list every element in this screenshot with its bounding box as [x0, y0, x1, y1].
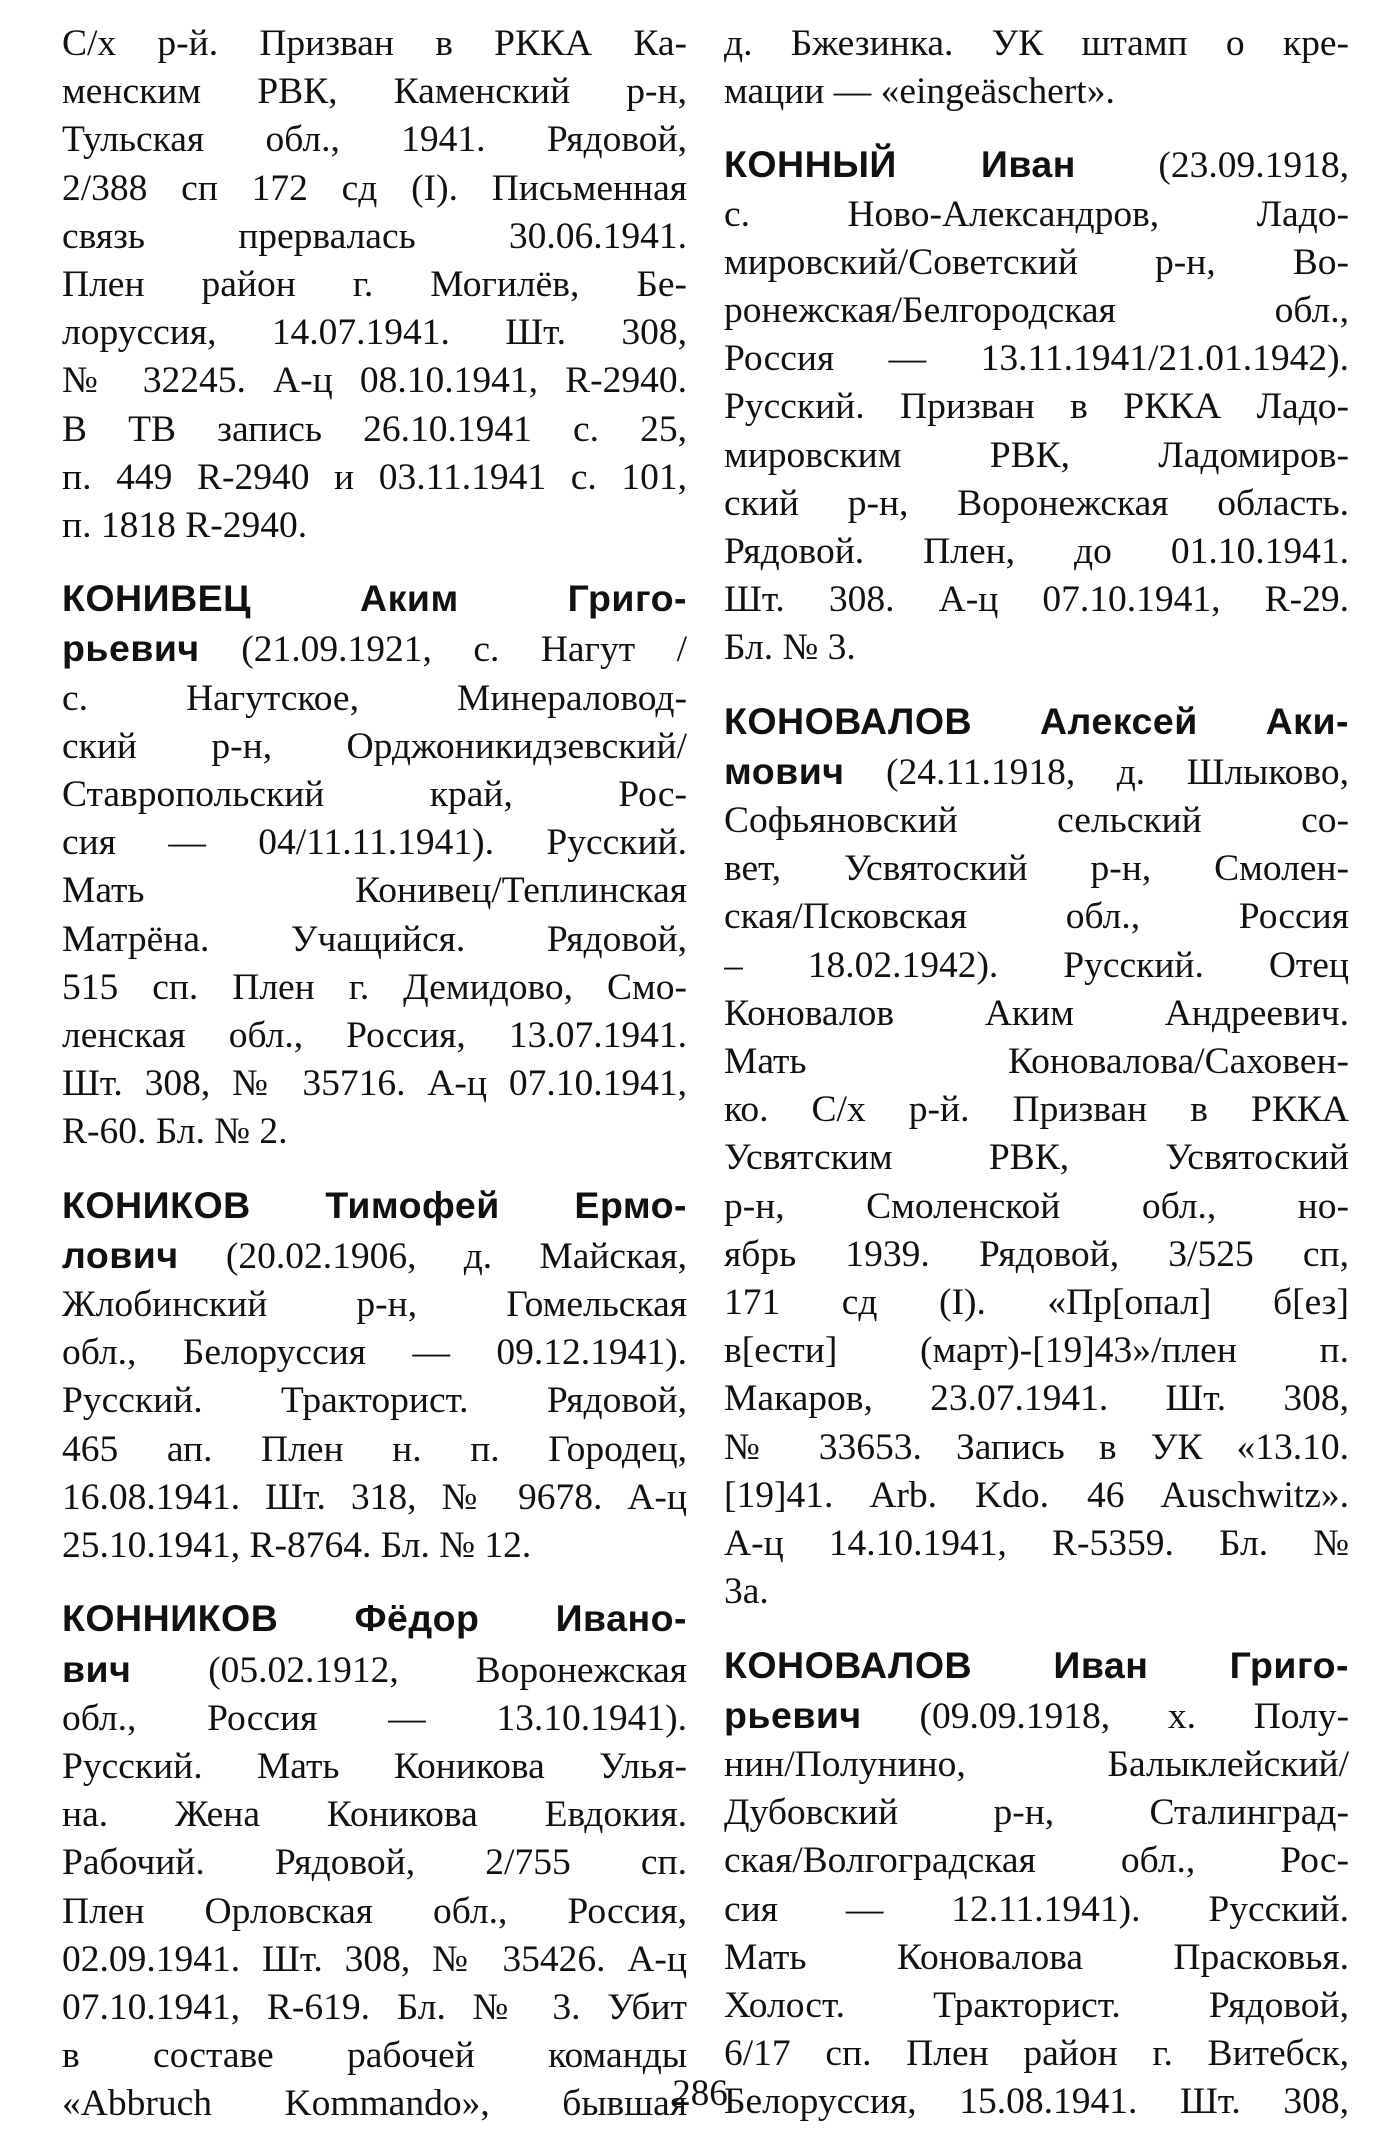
- text-line: 07.10.1941, R-619. Бл. № 3. Убит: [62, 1986, 687, 2028]
- text-line: [62, 1231, 687, 1281]
- text-line: 465 ап. Плен н. п. Городец,: [62, 1428, 687, 1470]
- text-line: мации — «eingeäschert».: [724, 71, 1115, 113]
- text-line: сия — 12.11.1941). Русский.: [724, 1888, 1349, 1930]
- text-line: [62, 1645, 687, 1695]
- text-line: Рядовой. Плен, до 01.10.1941.: [724, 531, 1349, 573]
- text-line: ский р-н, Орджоникидзевский/: [62, 725, 687, 767]
- text-line: Ставропольский край, Рос-: [62, 774, 687, 816]
- right-column: [724, 20, 1349, 2151]
- entry-name: КОНИВЕЦ Аким Григо-: [62, 577, 687, 620]
- text-line: ский р-н, Воронежская область.: [724, 482, 1349, 524]
- text-line: Русский. Мать Коникова Улья-: [62, 1745, 687, 1787]
- entry-name-cont: вич: [62, 1647, 132, 1690]
- text-line: Россия — 13.11.1941/21.01.1942).: [724, 338, 1349, 380]
- entry-text: (05.02.1912, Воронежская: [131, 1649, 687, 1691]
- text-line: Софьяновский сельский со-: [724, 800, 1349, 842]
- entry-name-cont: мович: [724, 749, 845, 792]
- entry-name-cont: лович: [62, 1233, 179, 1276]
- entry-heading-line: [724, 1641, 1349, 1691]
- text-line: А-ц 14.10.1941, R-5359. Бл. №: [724, 1523, 1349, 1565]
- text-line: 25.10.1941, R-8764. Бл. № 12.: [62, 1525, 532, 1567]
- entry-heading-line: [724, 140, 1349, 190]
- text-line: Тульская обл., 1941. Рядовой,: [62, 119, 687, 161]
- text-line: [62, 624, 687, 674]
- entry-konovalov-aleksey: [724, 697, 1349, 1617]
- text-line: обл., Россия — 13.10.1941).: [62, 1697, 687, 1739]
- text-line: [724, 1691, 1349, 1741]
- entry-name-cont: рьевич: [724, 1693, 862, 1736]
- text-line: в составе рабочей команды: [62, 2035, 687, 2077]
- text-line: Мать Коновалова/Саховен-: [724, 1041, 1349, 1083]
- text-line: Шт. 308. А-ц 07.10.1941, R-29.: [724, 579, 1349, 621]
- text-line: лоруссия, 14.07.1941. Шт. 308,: [62, 312, 687, 354]
- text-line: Жлобинский р-н, Гомельская: [62, 1284, 687, 1326]
- text-line: д. Бжезинка. УК штамп о кре-: [724, 23, 1349, 64]
- text-line: [19]41. Arb. Kdo. 46 Auschwitz».: [724, 1474, 1349, 1516]
- text-line: Усвятским РВК, Усвятоский: [724, 1137, 1349, 1179]
- page-number: 286: [672, 2073, 728, 2114]
- text-line: В ТВ запись 26.10.1941 с. 25,: [62, 408, 687, 450]
- text-line: № 33653. Запись в УК «13.10.: [724, 1426, 1349, 1468]
- entry-continuation-right: [724, 20, 1349, 116]
- text-line: № 32245. А-ц 08.10.1941, R-2940.: [62, 360, 687, 402]
- text-line: вет, Усвятоский р-н, Смолен-: [724, 848, 1349, 890]
- text-line: р-н, Смоленской обл., но-: [724, 1185, 1349, 1227]
- text-line: Белоруссия, 15.08.1941. Шт. 308,: [724, 2081, 1349, 2123]
- text-line: Плен район г. Могилёв, Бе-: [62, 264, 687, 306]
- text-line: сия — 04/11.11.1941). Русский.: [62, 822, 687, 864]
- text-line: Коновалов Аким Андреевич.: [724, 992, 1349, 1034]
- text-line: Бл. № 3.: [724, 627, 856, 669]
- text-line: с. Нагутское, Минераловод-: [62, 677, 687, 719]
- entry-text: (21.09.1921, с. Нагут /: [199, 629, 687, 671]
- text-line: Мать Коновалова Прасковья.: [724, 1936, 1349, 1978]
- entry-name-cont: рьевич: [62, 627, 200, 670]
- text-line: – 18.02.1942). Русский. Отец: [724, 944, 1349, 986]
- text-line: Матрёна. Учащийся. Рядовой,: [62, 918, 687, 960]
- entry-konny: [724, 140, 1349, 672]
- entry-konivets: [62, 574, 687, 1156]
- text-line: нин/Полунино, Балыклейский/: [724, 1743, 1349, 1785]
- text-line: Дубовский р-н, Сталинград-: [724, 1792, 1349, 1834]
- entry-text: (20.02.1906, д. Майская,: [178, 1235, 687, 1277]
- entry-heading-line: [62, 574, 687, 624]
- text-line: ленская обл., Россия, 13.07.1941.: [62, 1015, 687, 1057]
- text-line: п. 1818 R-2940.: [62, 505, 308, 547]
- entry-name: КОНИКОВ Тимофей Ермо-: [62, 1183, 687, 1226]
- entry-name: КОНОВАЛОВ Алексей Аки-: [724, 699, 1349, 742]
- text-line: 515 сп. Плен г. Демидово, Смо-: [62, 966, 687, 1008]
- text-line: ская/Волгоградская обл., Рос-: [724, 1840, 1349, 1882]
- entry-text: (23.09.1918,: [1075, 145, 1349, 187]
- text-line: с. Ново-Александров, Ладо-: [724, 193, 1349, 235]
- text-line: ко. С/х р-й. Призван в РККА: [724, 1089, 1349, 1131]
- text-line: 3а.: [724, 1571, 769, 1613]
- text-line: на. Жена Коникова Евдокия.: [62, 1794, 687, 1836]
- text-line: Рабочий. Рядовой, 2/755 сп.: [62, 1842, 687, 1884]
- text-line: ябрь 1939. Рядовой, 3/525 сп,: [724, 1233, 1349, 1275]
- text-line: «Abbruch Kommando», бывшая: [62, 2083, 687, 2125]
- entry-heading-line: [62, 1181, 687, 1231]
- text-line: 16.08.1941. Шт. 318, № 9678. А-ц: [62, 1476, 687, 1518]
- entry-name: КОННИКОВ Фёдор Ивано-: [62, 1597, 687, 1640]
- text-line: Русский. Тракторист. Рядовой,: [62, 1380, 687, 1422]
- text-line: R-60. Бл. № 2.: [62, 1111, 288, 1153]
- text-line: Холост. Тракторист. Рядовой,: [724, 1984, 1349, 2026]
- entry-text: (24.11.1918, д. Шлыково,: [844, 751, 1349, 793]
- text-line: 171 сд (I). «Пр[опал] б[ез]: [724, 1282, 1349, 1324]
- text-line: мировский/Советский р-н, Во-: [724, 241, 1349, 283]
- entry-konovalov-ivan: [724, 1641, 1349, 2127]
- text-line: менским РВК, Каменский р-н,: [62, 71, 687, 113]
- text-line: в[ести] (март)-[19]43»/плен п.: [724, 1330, 1349, 1372]
- entry-heading-line: [62, 1594, 687, 1644]
- entry-name: КОННЫЙ Иван: [724, 143, 1076, 186]
- left-column: [62, 20, 687, 2153]
- text-line: 2/388 сп 172 сд (I). Письменная: [62, 167, 687, 209]
- entry-konnikov: [62, 1594, 687, 2128]
- text-line: п. 449 R-2940 и 03.11.1941 с. 101,: [62, 456, 687, 498]
- text-line: обл., Белоруссия — 09.12.1941).: [62, 1332, 687, 1374]
- text-line: 02.09.1941. Шт. 308, № 35426. А-ц: [62, 1938, 687, 1980]
- text-line: 6/17 сп. Плен район г. Витебск,: [724, 2033, 1349, 2075]
- text-line: Макаров, 23.07.1941. Шт. 308,: [724, 1378, 1349, 1420]
- text-line: ронежская/Белгородская обл.,: [724, 290, 1349, 332]
- text-line: связь прервалась 30.06.1941.: [62, 215, 687, 257]
- entry-heading-line: [724, 697, 1349, 747]
- text-line: Шт. 308, № 35716. А-ц 07.10.1941,: [62, 1063, 687, 1105]
- entry-name: КОНОВАЛОВ Иван Григо-: [724, 1643, 1349, 1686]
- text-line: [724, 747, 1349, 797]
- text-line: мировским РВК, Ладомиров-: [724, 434, 1349, 476]
- entry-continuation-left: [62, 20, 687, 550]
- text-line: ская/Псковская обл., Россия: [724, 896, 1349, 938]
- text-line: Русский. Призван в РККА Ладо-: [724, 386, 1349, 428]
- text-line: Плен Орловская обл., Россия,: [62, 1890, 687, 1932]
- entry-text: (09.09.1918, х. Полу-: [861, 1695, 1349, 1737]
- text-line: Мать Конивец/Теплинская: [62, 870, 687, 912]
- text-line: С/х р-й. Призван в РККА Ка-: [62, 23, 687, 64]
- entry-konikov: [62, 1181, 687, 1571]
